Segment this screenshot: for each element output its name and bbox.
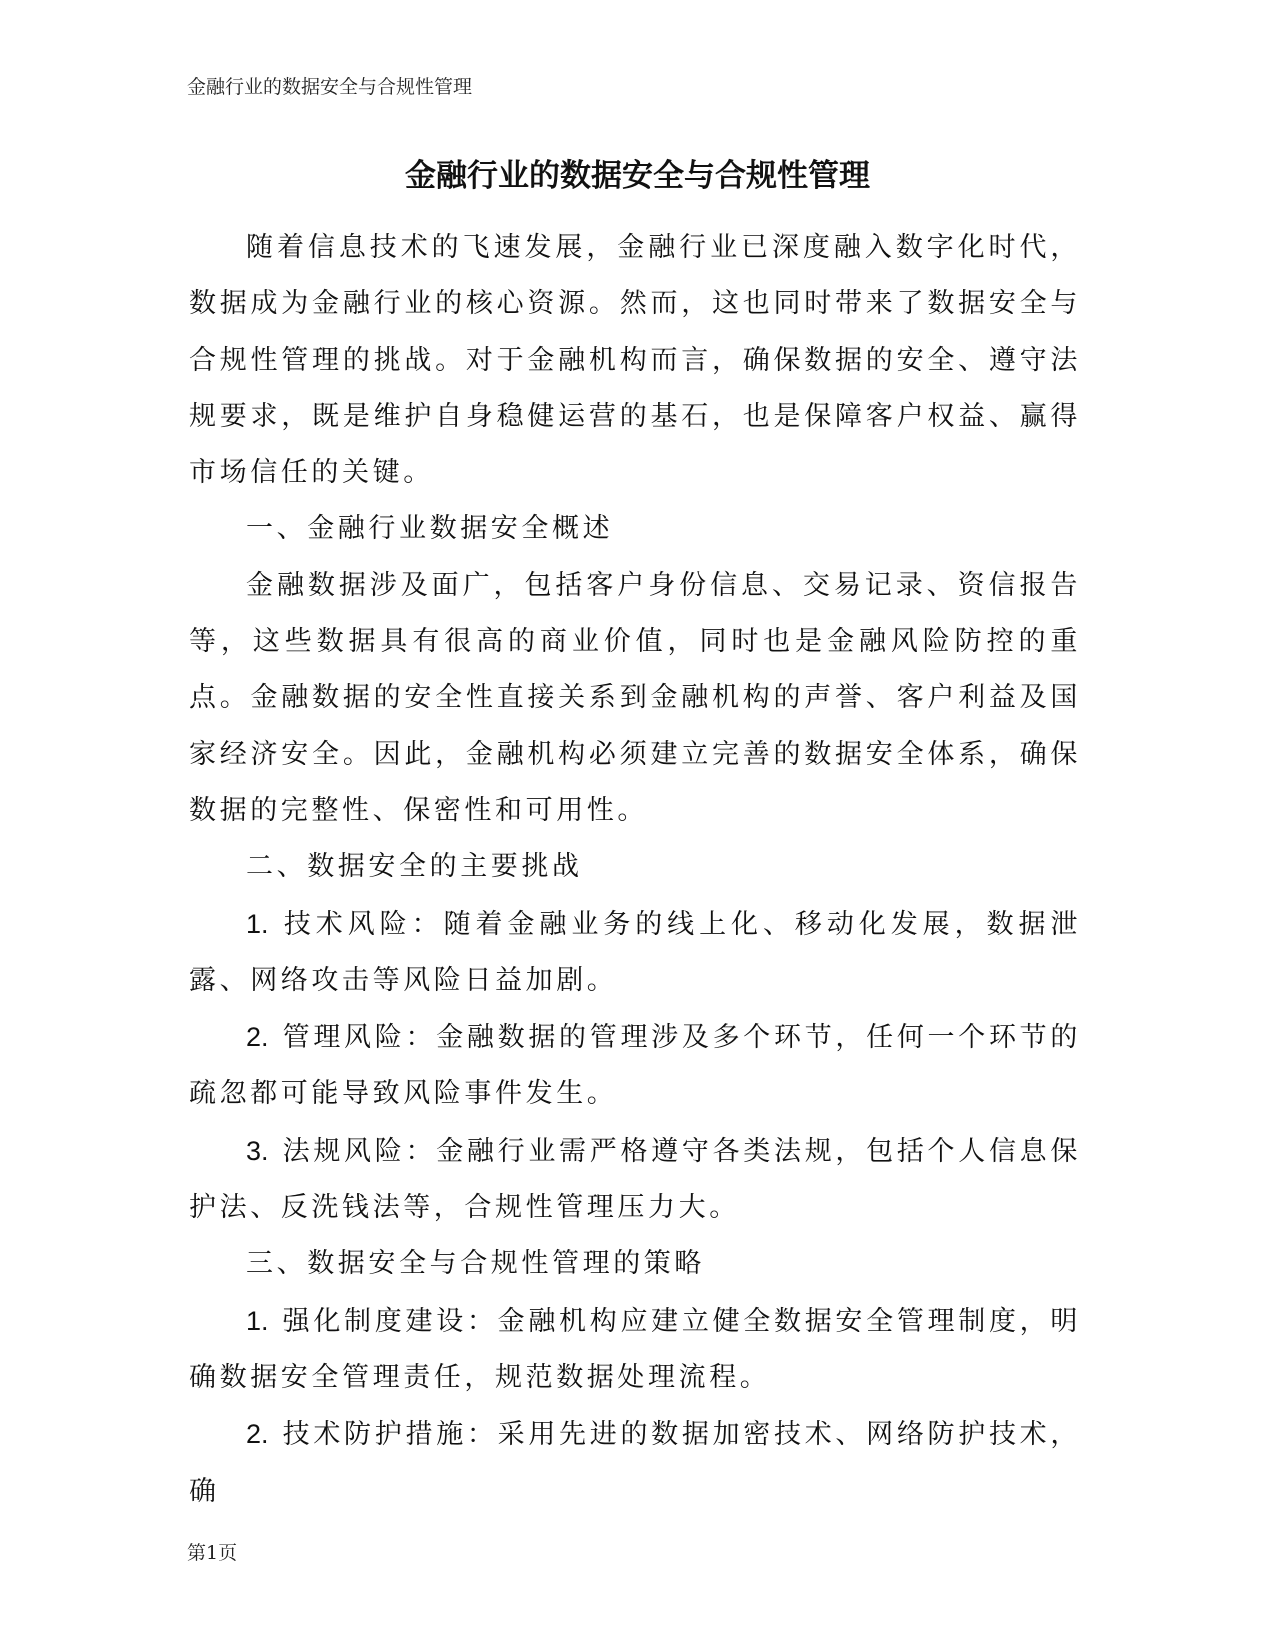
list-item-text: 法规风险：金融行业需严格遵守各类法规，包括个人信息保护法、反洗钱法等，合规性管理压力大。 — [189, 1135, 1081, 1224]
section-1-heading: 一、金融行业数据安全概述 — [246, 513, 614, 545]
list-item-number: 2. — [246, 1022, 269, 1053]
document-title: 金融行业的数据安全与合规性管理 — [405, 158, 870, 194]
list-item-number: 1. — [246, 1305, 269, 1336]
intro-paragraph: 随着信息技术的飞速发展，金融行业已深度融入数字化时代，数据成为金融行业的核心资源。然而，这也同时带来了数据安全与合规性管理的挑战。对于金融机构而言，确保数据的安全、遵守法规要求，既是维护自身稳健运营的基石，也是保障客户权益、赢得市场信任的关键。 — [189, 232, 1081, 489]
document-body — [189, 220, 1081, 1520]
list-item — [189, 896, 1081, 1010]
section-1-paragraph: 金融数据涉及面广，包括客户身份信息、交易记录、资信报告等，这些数据具有很高的商业价值，同时也是金融风险防控的重点。金融数据的安全性直接关系到金融机构的声誉、客户利益及国家经济安全。因此，金融机构必须建立完善的数据安全体系，确保数据的完整性、保密性和可用性。 — [189, 569, 1081, 826]
list-item — [189, 1293, 1081, 1407]
running-header: 金融行业的数据安全与合规性管理 — [187, 76, 473, 98]
page-number: 第1页 — [187, 1542, 238, 1564]
list-item-text: 管理风险：金融数据的管理涉及多个环节，任何一个环节的疏忽都可能导致风险事件发生。 — [189, 1022, 1081, 1110]
list-item-text: 技术防护措施：采用先进的数据加密技术、网络防护技术，确 — [189, 1419, 1081, 1507]
list-item — [189, 1123, 1081, 1237]
section-2-heading: 二、数据安全的主要挑战 — [246, 851, 583, 883]
section-3-heading: 三、数据安全与合规性管理的策略 — [246, 1248, 705, 1280]
list-item-number: 2. — [246, 1419, 269, 1450]
list-item-number: 3. — [246, 1135, 269, 1166]
list-item-text: 技术风险：随着金融业务的线上化、移动化发展，数据泄露、网络攻击等风险日益加剧。 — [189, 908, 1081, 996]
list-item-number: 1. — [246, 908, 269, 939]
list-item — [189, 1009, 1081, 1123]
list-item — [189, 1406, 1081, 1520]
list-item-text: 强化制度建设：金融机构应建立健全数据安全管理制度，明确数据安全管理责任，规范数据处理流程。 — [189, 1305, 1081, 1393]
